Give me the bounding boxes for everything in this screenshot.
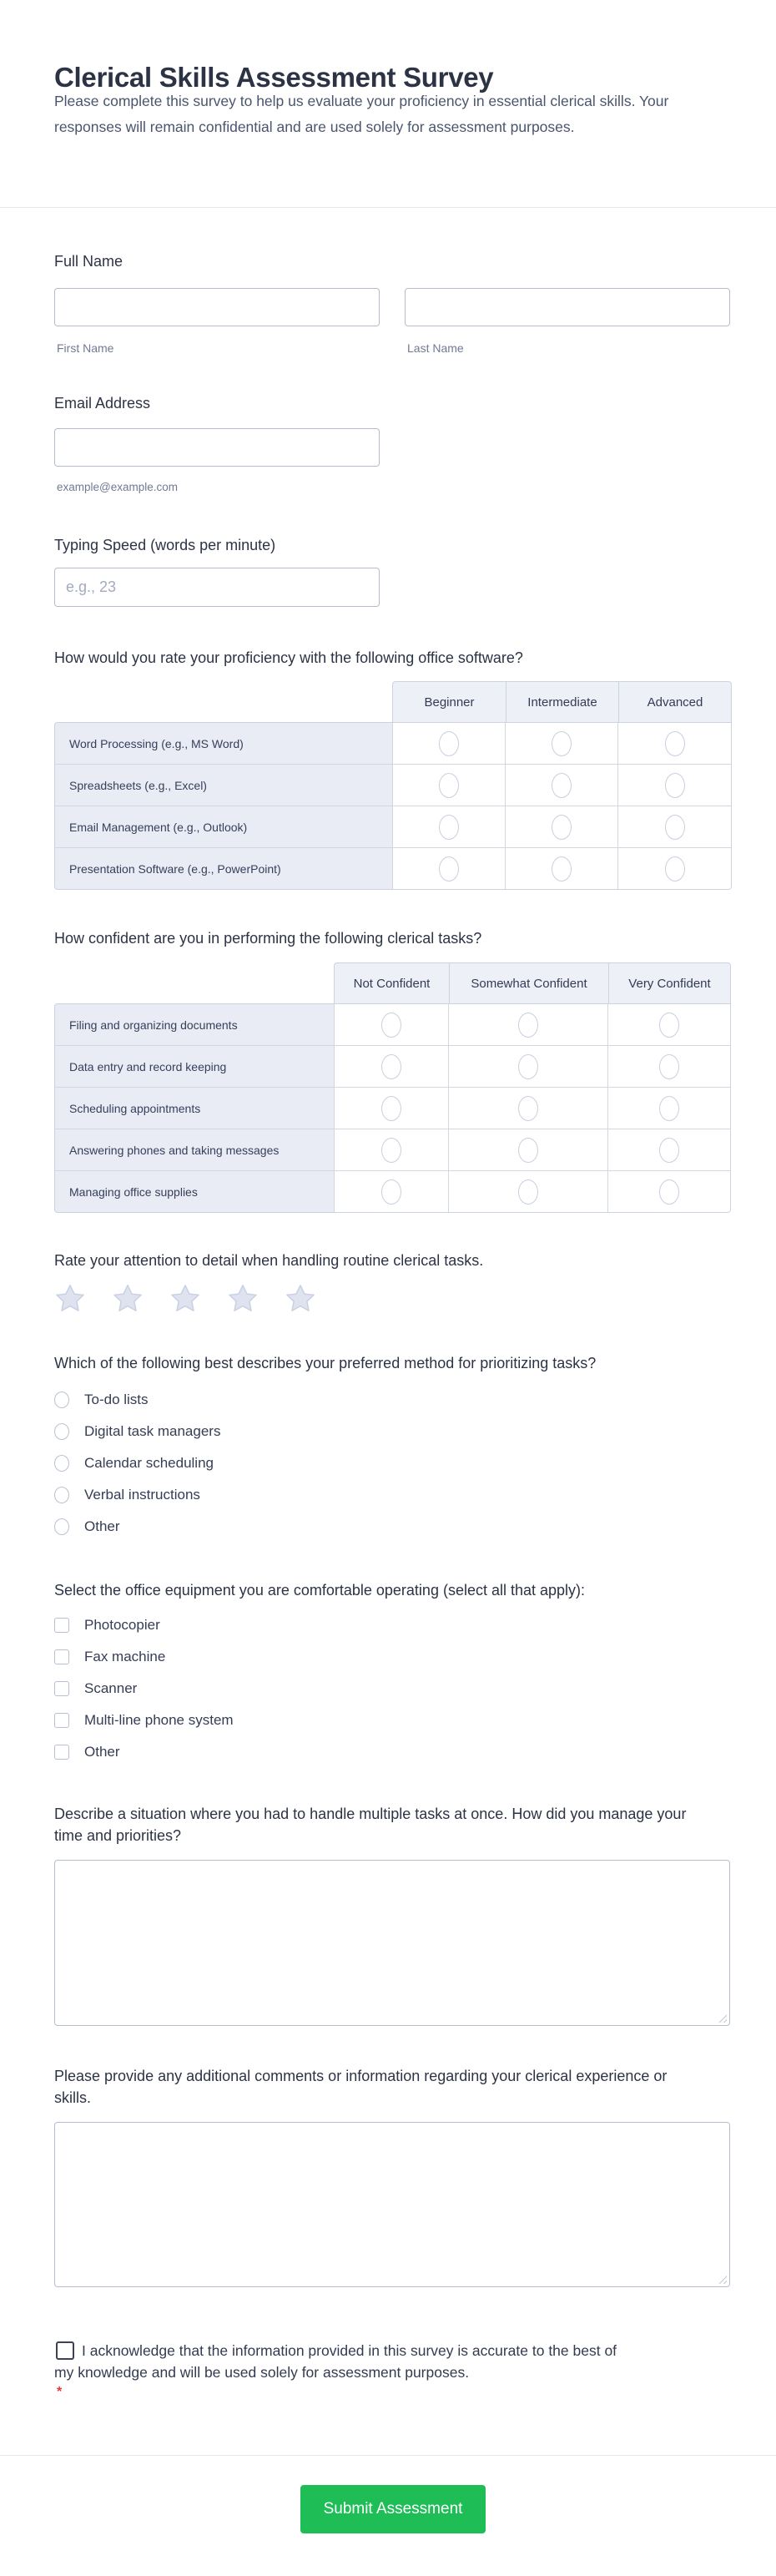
- radio-button-icon[interactable]: [665, 815, 685, 840]
- radio-button-icon[interactable]: [552, 731, 572, 756]
- equipment-options: [54, 1609, 234, 1768]
- checkbox-icon[interactable]: [54, 1745, 69, 1760]
- option-row[interactable]: [54, 1673, 234, 1705]
- matrix-radio-cell[interactable]: [393, 806, 505, 847]
- star-icon[interactable]: [227, 1283, 259, 1314]
- matrix-column-header: Beginner: [392, 681, 506, 722]
- radio-button-icon[interactable]: [659, 1096, 679, 1121]
- radio-button-icon[interactable]: [54, 1487, 69, 1503]
- matrix-radio-cell[interactable]: [449, 1171, 607, 1212]
- matrix-column-header: Somewhat Confident: [449, 962, 608, 1003]
- matrix-row-label: Spreadsheets (e.g., Excel): [55, 765, 392, 806]
- matrix-column-header: Intermediate: [506, 681, 618, 722]
- option-row[interactable]: [54, 1416, 220, 1447]
- comments-textarea[interactable]: [54, 2122, 730, 2287]
- option-label: Scanner: [84, 1680, 138, 1696]
- matrix-radio-cell[interactable]: [335, 1046, 448, 1087]
- matrix-radio-cell[interactable]: [506, 765, 617, 806]
- radio-button-icon[interactable]: [381, 1138, 401, 1163]
- radio-button-icon[interactable]: [659, 1013, 679, 1038]
- star-rating: [54, 1283, 316, 1314]
- matrix-radio-cell[interactable]: [393, 848, 505, 889]
- option-row[interactable]: [54, 1705, 234, 1736]
- matrix-row-label: Managing office supplies: [55, 1171, 334, 1212]
- star-icon[interactable]: [54, 1283, 86, 1314]
- radio-button-icon[interactable]: [381, 1096, 401, 1121]
- priority-options: [54, 1384, 220, 1543]
- matrix-radio-cell[interactable]: [449, 1004, 607, 1045]
- matrix-row-label: Data entry and record keeping: [55, 1046, 334, 1087]
- option-row[interactable]: [54, 1384, 220, 1416]
- radio-button-icon[interactable]: [659, 1179, 679, 1205]
- page-title: Clerical Skills Assessment Survey: [54, 62, 494, 93]
- equipment-question: Select the office equipment you are comfortable operating (select all that apply):: [54, 1582, 586, 1599]
- matrix-radio-cell[interactable]: [393, 723, 505, 764]
- matrix-radio-cell[interactable]: [506, 723, 617, 764]
- matrix-header-row: [392, 681, 732, 722]
- multitask-textarea-wrap: [54, 1860, 730, 2026]
- matrix-radio-cell[interactable]: [506, 806, 617, 847]
- priority-question: Which of the following best describes your preferred method for prioritizing tasks?: [54, 1355, 597, 1371]
- radio-button-icon[interactable]: [659, 1138, 679, 1163]
- matrix-radio-cell[interactable]: [335, 1171, 448, 1212]
- radio-button-icon[interactable]: [552, 815, 572, 840]
- email-sublabel: example@example.com: [57, 481, 179, 493]
- matrix-radio-cell[interactable]: [608, 1088, 730, 1129]
- option-row[interactable]: [54, 1479, 220, 1511]
- option-label: Other: [84, 1744, 120, 1760]
- matrix-row-label: Answering phones and taking messages: [55, 1129, 334, 1170]
- matrix-radio-cell[interactable]: [608, 1046, 730, 1087]
- option-label: To-do lists: [84, 1392, 149, 1407]
- option-label: Digital task managers: [84, 1423, 221, 1439]
- radio-button-icon[interactable]: [439, 731, 459, 756]
- option-row[interactable]: [54, 1736, 234, 1768]
- radio-button-icon[interactable]: [518, 1179, 538, 1205]
- full-name-label: Full Name: [54, 253, 123, 270]
- checkbox-icon[interactable]: [54, 1649, 69, 1664]
- matrix-column-header: Very Confident: [608, 962, 731, 1003]
- radio-button-icon[interactable]: [665, 773, 685, 798]
- first-name-sublabel: First Name: [57, 341, 114, 355]
- radio-button-icon[interactable]: [381, 1054, 401, 1079]
- matrix-radio-cell[interactable]: [506, 848, 617, 889]
- option-label: Verbal instructions: [84, 1487, 200, 1503]
- radio-button-icon[interactable]: [381, 1179, 401, 1205]
- last-name-sublabel: Last Name: [407, 341, 464, 355]
- radio-button-icon[interactable]: [439, 773, 459, 798]
- required-asterisk: *: [57, 2385, 63, 2399]
- checkbox-icon[interactable]: [54, 1713, 69, 1728]
- tasks-matrix-table: [54, 962, 732, 1214]
- divider: [0, 207, 776, 208]
- matrix-radio-cell[interactable]: [608, 1171, 730, 1212]
- matrix-radio-cell[interactable]: [618, 806, 731, 847]
- checkbox-icon[interactable]: [54, 1681, 69, 1696]
- option-row[interactable]: [54, 1447, 220, 1479]
- radio-button-icon[interactable]: [54, 1392, 69, 1408]
- option-label: Fax machine: [84, 1649, 166, 1664]
- matrix-column-header: Advanced: [618, 681, 732, 722]
- radio-button-icon[interactable]: [665, 731, 685, 756]
- software-matrix-table: [54, 681, 732, 891]
- radio-button-icon[interactable]: [518, 1138, 538, 1163]
- matrix-radio-cell[interactable]: [393, 765, 505, 806]
- option-row[interactable]: [54, 1511, 220, 1543]
- form-description: Please complete this survey to help us evaluate your proficiency in essential clerical skills. Your responses will remain confidential and are used solely for assessment purposes.: [54, 93, 669, 135]
- first-name-input[interactable]: [54, 288, 380, 326]
- matrix-column-header: Not Confident: [334, 962, 449, 1003]
- radio-button-icon[interactable]: [54, 1423, 69, 1440]
- email-label: Email Address: [54, 395, 151, 412]
- matrix-radio-cell[interactable]: [618, 848, 731, 889]
- radio-button-icon[interactable]: [439, 815, 459, 840]
- acknowledgement-label: I acknowledge that the information provided in this survey is accurate to the best of my knowledge and will be used solely for assessment purposes.: [54, 2342, 617, 2381]
- typing-speed-input[interactable]: [54, 568, 380, 607]
- matrix-row-label: Scheduling appointments: [55, 1088, 334, 1129]
- radio-button-icon[interactable]: [518, 1054, 538, 1079]
- matrix-radio-cell[interactable]: [449, 1046, 607, 1087]
- radio-button-icon[interactable]: [552, 856, 572, 881]
- matrix-radio-cell[interactable]: [608, 1129, 730, 1170]
- email-input[interactable]: [54, 428, 380, 467]
- comments-textarea-wrap: [54, 2122, 730, 2287]
- star-rating-question: Rate your attention to detail when handling routine clerical tasks.: [54, 1252, 484, 1269]
- multitask-textarea[interactable]: [54, 1860, 730, 2026]
- radio-button-icon[interactable]: [439, 856, 459, 881]
- divider: [0, 2455, 776, 2456]
- matrix-radio-cell[interactable]: [618, 723, 731, 764]
- comments-question: Please provide any additional comments or information regarding your clerical experience or skills.: [54, 2068, 668, 2106]
- matrix-radio-cell[interactable]: [335, 1088, 448, 1129]
- software-matrix-question: How would you rate your proficiency with the following office software?: [54, 649, 523, 666]
- option-row[interactable]: [54, 1641, 234, 1673]
- tasks-matrix-question: How confident are you in performing the following clerical tasks?: [54, 930, 482, 947]
- last-name-input[interactable]: [405, 288, 730, 326]
- matrix-row-label: Filing and organizing documents: [55, 1004, 334, 1045]
- matrix-body: [54, 722, 732, 890]
- submit-button[interactable]: Submit Assessment: [300, 2485, 486, 2533]
- matrix-row-label: Presentation Software (e.g., PowerPoint): [55, 848, 392, 889]
- matrix-body: [54, 1003, 731, 1213]
- option-label: Multi-line phone system: [84, 1712, 234, 1728]
- radio-button-icon[interactable]: [518, 1096, 538, 1121]
- radio-button-icon[interactable]: [381, 1013, 401, 1038]
- star-icon[interactable]: [285, 1283, 316, 1314]
- matrix-radio-cell[interactable]: [618, 765, 731, 806]
- option-label: Calendar scheduling: [84, 1455, 214, 1471]
- option-label: Photocopier: [84, 1617, 160, 1633]
- radio-button-icon[interactable]: [518, 1013, 538, 1038]
- star-icon[interactable]: [169, 1283, 201, 1314]
- matrix-radio-cell[interactable]: [449, 1088, 607, 1129]
- matrix-radio-cell[interactable]: [335, 1004, 448, 1045]
- radio-button-icon[interactable]: [665, 856, 685, 881]
- matrix-header-row: [334, 962, 731, 1003]
- multitask-question: Describe a situation where you had to handle multiple tasks at once. How did you manage your time and priorities?: [54, 1806, 687, 1844]
- radio-button-icon[interactable]: [54, 1455, 69, 1472]
- radio-button-icon[interactable]: [54, 1518, 69, 1535]
- matrix-row-label: Word Processing (e.g., MS Word): [55, 723, 392, 764]
- matrix-radio-cell[interactable]: [608, 1004, 730, 1045]
- matrix-row-label: Email Management (e.g., Outlook): [55, 806, 392, 847]
- matrix-radio-cell[interactable]: [449, 1129, 607, 1170]
- typing-speed-label: Typing Speed (words per minute): [54, 537, 276, 553]
- radio-button-icon[interactable]: [659, 1054, 679, 1079]
- matrix-radio-cell[interactable]: [335, 1129, 448, 1170]
- option-row[interactable]: [54, 1609, 234, 1641]
- star-icon[interactable]: [112, 1283, 144, 1314]
- option-label: Other: [84, 1518, 120, 1534]
- checkbox-icon[interactable]: [54, 1618, 69, 1633]
- radio-button-icon[interactable]: [552, 773, 572, 798]
